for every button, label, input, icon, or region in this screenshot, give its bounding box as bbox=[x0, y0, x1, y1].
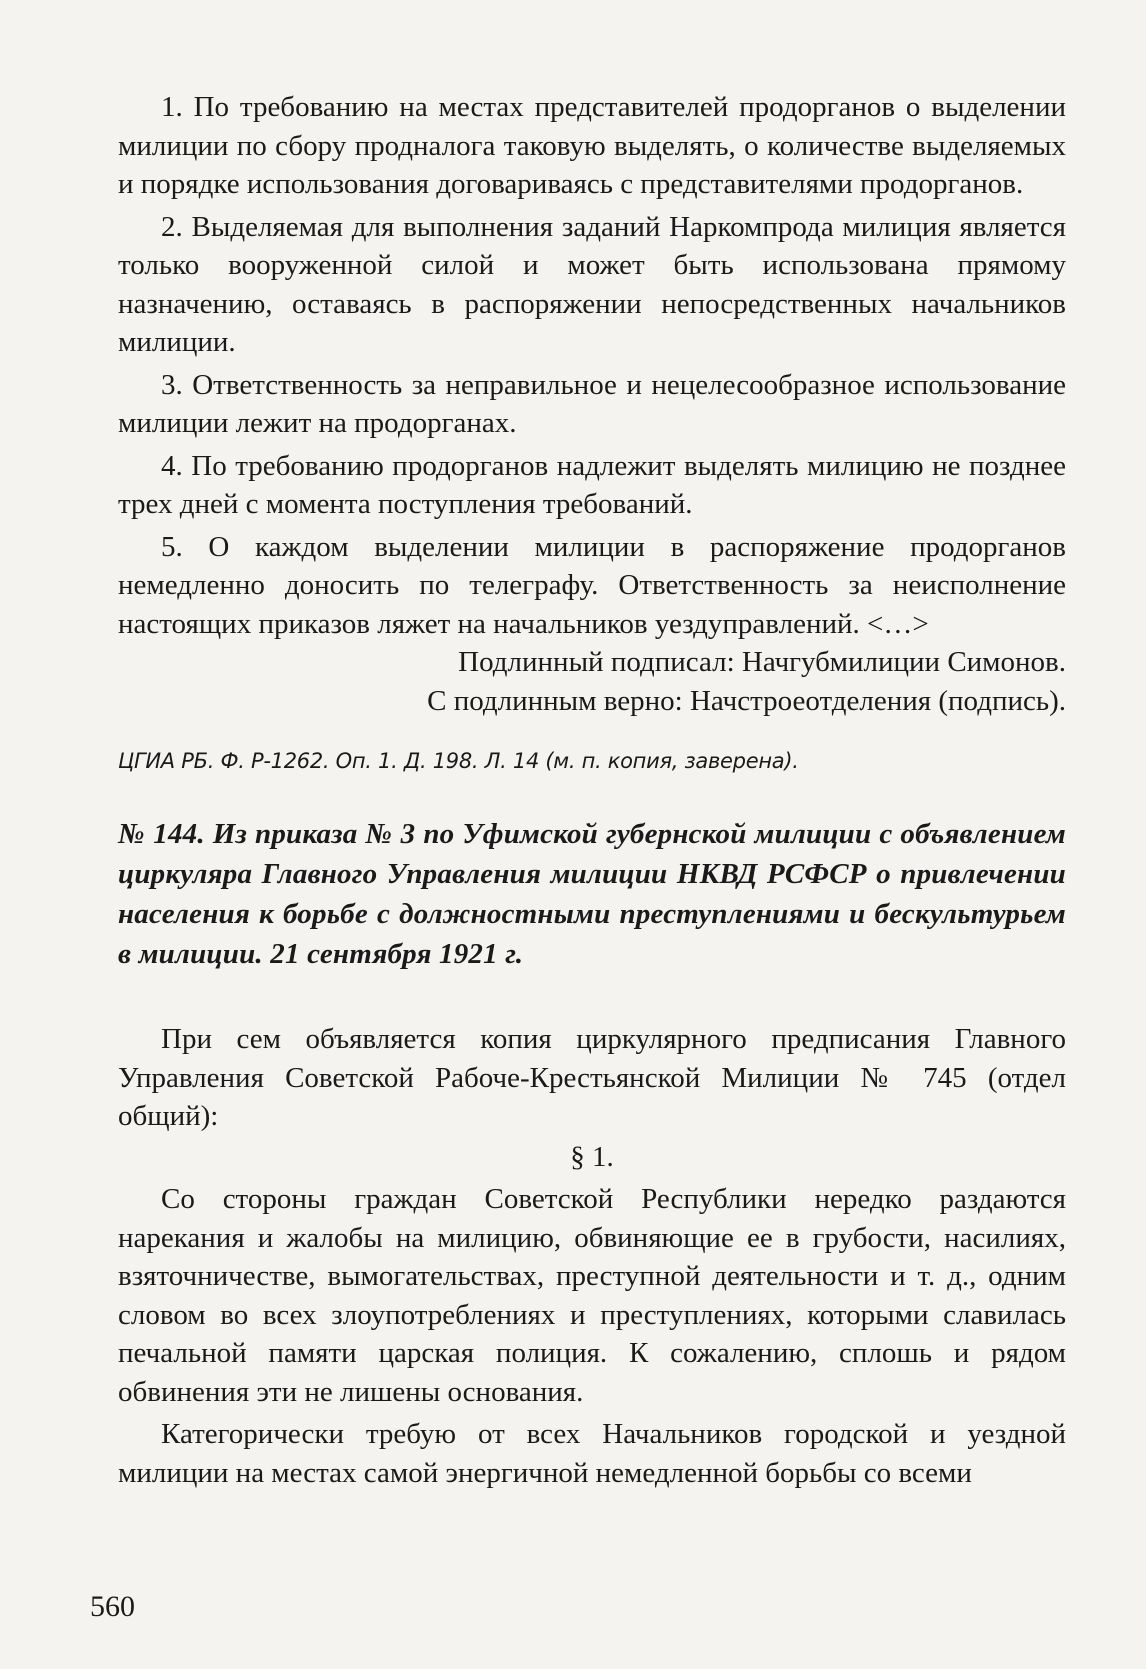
list-item-3: 3. Ответственность за неправильное и нецелесообразное использование милиции лежит на продорганах. bbox=[118, 368, 1066, 439]
list-item-5: 5. О каждом выделении милиции в распоряжение продорганов немедленно доносить по телеграфу. Ответственность за неисполнение настоящих приказов ляжет на начальников уездуправлений. <…> bbox=[118, 530, 1066, 640]
list-item-4: 4. По требованию продорганов надлежит выделять милицию не позднее трех дней с момента поступления требований. bbox=[118, 449, 1066, 520]
document-title: № 144. Из приказа № 3 по Уфимской губернской милиции с объявлением циркуляра Главного Управления милиции НКВД РСФСР о привлечении населения к борьбе с должностными преступлениями и бескультурьем в милиции. 21 сентября 1921 г. bbox=[118, 818, 1066, 970]
intro-paragraph: При сем объявляется копия циркулярного предписания Главного Управления Советской Рабоче-Крестьянской Милиции № 745 (отдел общий): bbox=[118, 1023, 1066, 1132]
list-item-2: 2. Выделяемая для выполнения заданий Наркомпрода милиция является только вооруженной силой и может быть использована прямому назначению, оставаясь в распоряжении непосредственных начальников милиции. bbox=[118, 210, 1066, 358]
source-citation: ЦГИА РБ. Ф. Р-1262. Оп. 1. Д. 198. Л. 14 (м. п. копия, заверена). bbox=[118, 749, 799, 773]
section-mark: § 1. bbox=[570, 1140, 614, 1173]
document-page bbox=[118, 88, 1066, 1492]
list-item-1: 1. По требованию на местах представителей продорганов о выделении милиции по сбору продналога таковую выделять, о количестве выделяемых и порядке использования договариваясь с представителями продорганов. bbox=[118, 91, 1066, 200]
body-paragraph-1: Со стороны граждан Советской Республики нередко раздаются нарекания и жалобы на милицию, обвиняющие ее в грубости, насилиях, взяточничестве, вымогательствах, преступной деятельности и т. д., одним словом во всех злоупотреблениях и преступлениях, которыми славилась печальной памяти царская полиция. К сожалению, сплошь и рядом обвинения эти не лишены основания. bbox=[118, 1183, 1066, 1408]
page-number: 560 bbox=[90, 1590, 135, 1623]
body-paragraph-2: Категорически требую от всех Начальников городской и уездной милиции на местах самой энергичной немедленной борьбы со всеми bbox=[118, 1418, 1066, 1489]
signature-copy: С подлинным верно: Начстроеотделения (подпись). bbox=[427, 684, 1066, 717]
signature-original: Подлинный подписал: Начгубмилиции Симонов. bbox=[458, 646, 1066, 678]
